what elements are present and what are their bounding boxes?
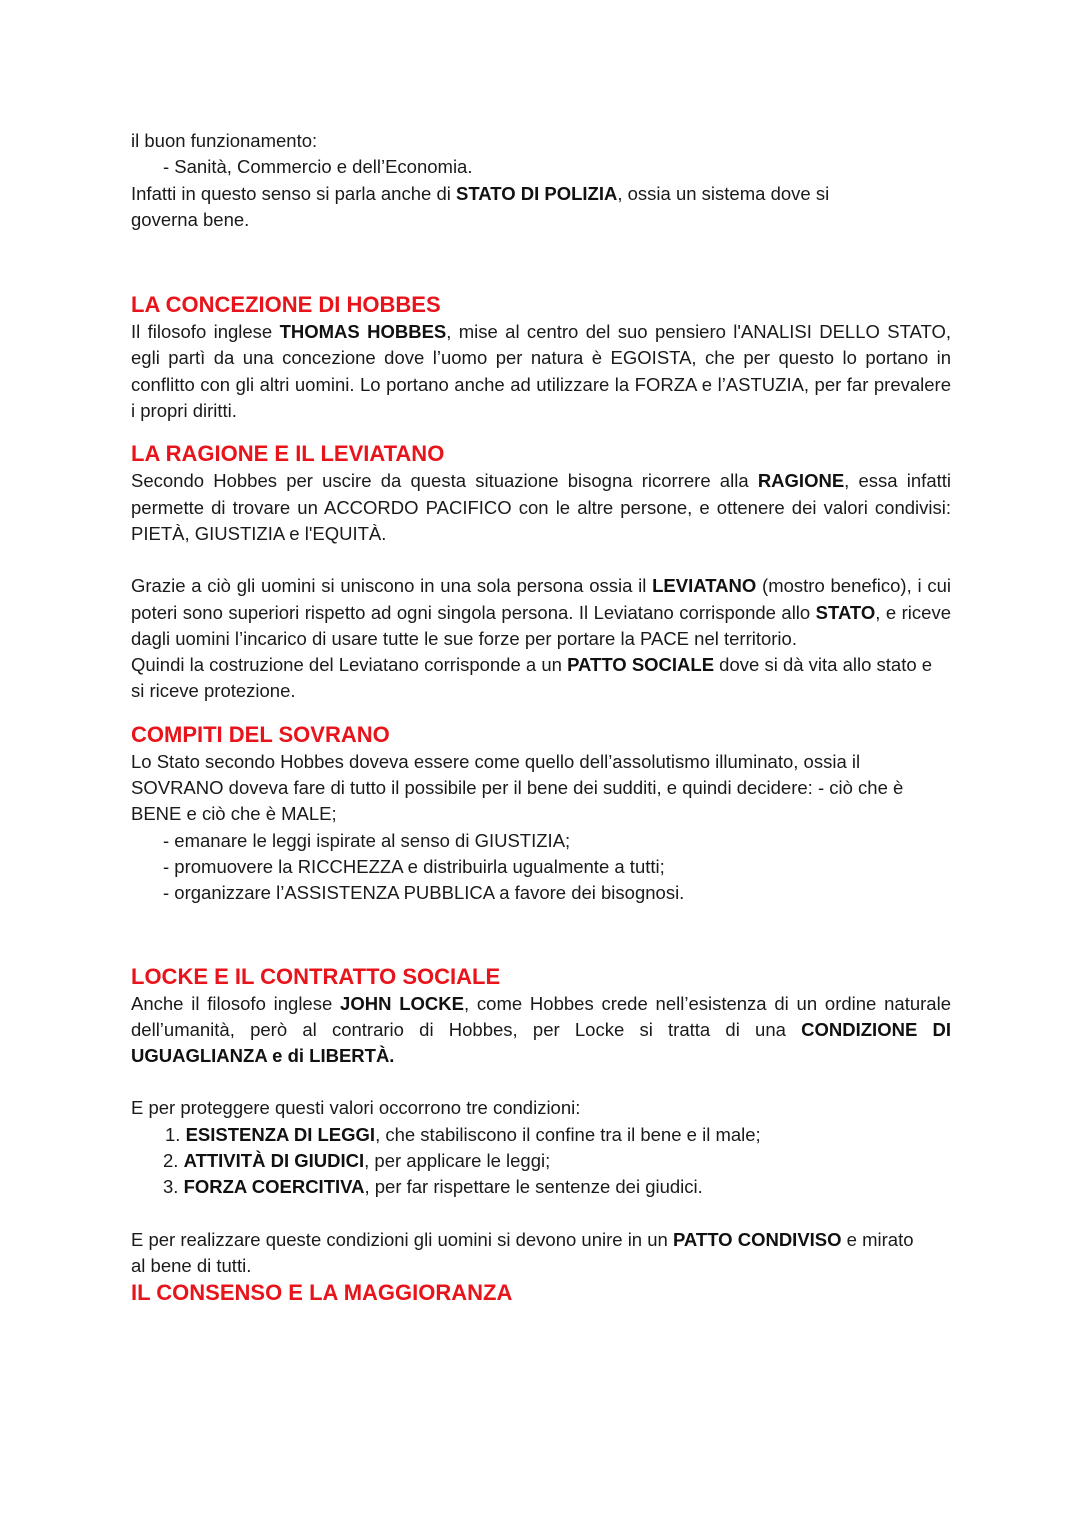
list-item: 3. FORZA COERCITIVA, per far rispettare le sentenze dei giudici.: [163, 1176, 703, 1198]
intro-line: il buon funzionamento:: [131, 130, 318, 151]
paragraph-locke-1: Anche il filosofo inglese JOHN LOCKE, come Hobbes crede nell’esistenza di un ordine naturale dell’umanità, però al contrario di Hobbes, per Locke si tratta di una CONDIZIONE DI UGUAGLIANZA e di LIBERTÀ.: [131, 992, 952, 1067]
intro-bullet: - Sanità, Commercio e dell’Economia.: [163, 156, 473, 178]
paragraph-hobbes: Il filosofo inglese THOMAS HOBBES, mise al centro del suo pensiero l'ANALISI DELLO STATO, egli partì da una concezione dove l’uomo per natura è EGOISTA, che per questo lo portano in conflitto con gli altri uomini. Lo portano anche ad utilizzare la FORZA e l’ASTUZIA, per far prevalere i propri diritti.: [131, 321, 951, 422]
list-item: - emanare le leggi ispirate al senso di GIUSTIZIA;: [163, 829, 571, 851]
intro-paragraph: Infatti in questo senso si parla anche di STATO DI POLIZIA, ossia un sistema dove si governa bene.: [131, 182, 830, 230]
paragraph-sovrano: Lo Stato secondo Hobbes doveva essere come quello dell’assolutismo illuminato, ossia il SOVRANO doveva fare di tutto il possibile per il bene dei sudditi, e quindi decidere: - ciò che è BENE e ciò che è MALE;: [131, 750, 904, 825]
paragraph-locke-3: E per realizzare queste condizioni gli uomini si devono unire in un PATTO CONDIVISO e mirato al bene di tutti.: [131, 1228, 914, 1276]
list-item: 1. ESISTENZA DI LEGGI, che stabiliscono il confine tra il bene e il male;: [165, 1123, 761, 1145]
heading-locke: LOCKE E IL CONTRATTO SOCIALE: [131, 963, 501, 989]
paragraph-ragione-2: Grazie a ciò gli uomini si uniscono in una sola persona ossia il LEVIATANO (mostro benefico), i cui poteri sono superiori rispetto ad ogni singola persona. Il Leviatano corrisponde allo STATO, e riceve dagli uomini l’incarico di usare tutte le sue forze per portare la PACE nel territorio.: [131, 575, 951, 649]
list-item: 2. ATTIVITÀ DI GIUDICI, per applicare le leggi;: [163, 1150, 551, 1172]
paragraph-locke-2: E per proteggere questi valori occorrono tre condizioni:: [131, 1097, 581, 1119]
heading-sovrano: COMPITI DEL SOVRANO: [131, 721, 390, 747]
heading-ragione: LA RAGIONE E IL LEVIATANO: [131, 441, 445, 467]
paragraph-ragione-1: Secondo Hobbes per uscire da questa situazione bisogna ricorrere alla RAGIONE, essa infatti permette di trovare un ACCORDO PACIFICO con le altre persone, e ottenere dei valori condivisi: PIETÀ, GIUSTIZIA e l'EQUITÀ.: [131, 470, 951, 544]
sovrano-list: [131, 828, 951, 907]
list-item: - promuovere la RICCHEZZA e distribuirla ugualmente a tutti;: [163, 855, 665, 877]
list-item: - organizzare l’ASSISTENZA PUBBLICA a favore dei bisognosi.: [163, 882, 685, 904]
locke-numbered-list: [131, 1122, 951, 1201]
heading-hobbes: LA CONCEZIONE DI HOBBES: [131, 292, 441, 318]
paragraph-ragione-3: Quindi la costruzione del Leviatano corrisponde a un PATTO SOCIALE dove si dà vita allo stato e si riceve protezione.: [131, 654, 933, 702]
heading-consenso: IL CONSENSO E LA MAGGIORANZA: [131, 1280, 513, 1306]
document-page: [131, 128, 951, 1307]
